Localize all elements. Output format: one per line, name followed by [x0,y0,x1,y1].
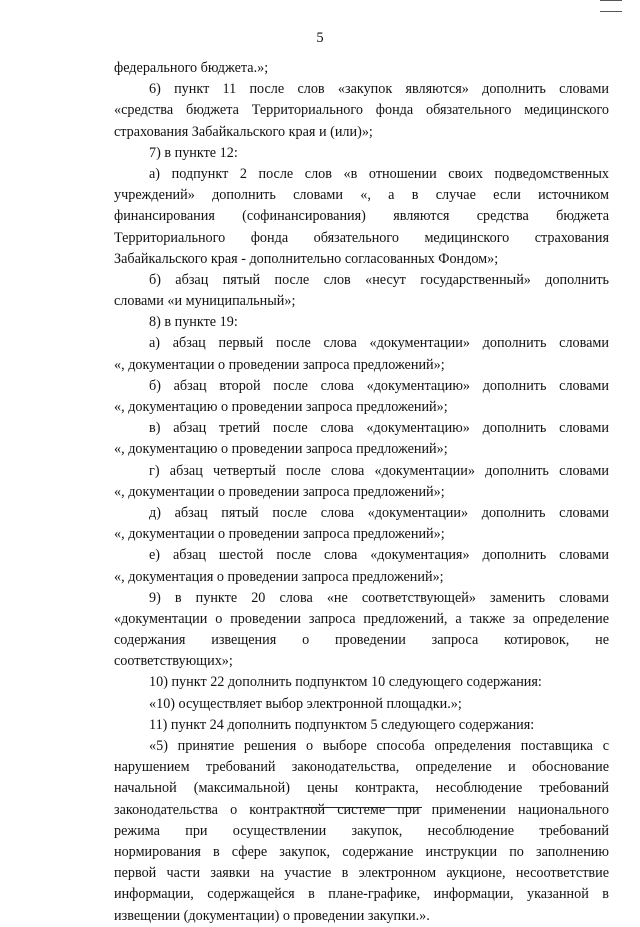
text-line: г) абзац четвертый после слова «документации» дополнить словами [149,462,609,479]
text-line: начальной (максимальной) цены контракта, несоблюдение требований [114,780,609,797]
text-line: страхования Забайкальского края и (или)»; [114,123,373,140]
text-line: 6) пункт 11 после слов «закупок являются» дополнить словами [149,81,609,98]
text-line: а) подпункт 2 после слов «в отношении своих подведомственных [149,165,609,182]
text-line: Забайкальского края - дополнительно согласованных Фондом»; [114,250,499,267]
text-line: в) абзац третий после слова «документацию» дополнить словами [149,420,609,437]
text-line: б) абзац пятый после слов «несут государственный» дополнить [149,271,609,288]
text-line: нарушением требований законодательства, определение и обоснование [114,759,609,776]
text-line: законодательства о контрактной системе при применении национального [114,801,609,818]
text-line: извещении (документации) о проведении закупки.». [114,907,430,924]
text-line: 7) в пункте 12: [149,144,238,161]
text-line: первой части заявки на участие в электронном аукционе, несоответствие [114,865,609,882]
text-line: 10) пункт 22 дополнить подпунктом 10 следующего содержания: [149,674,542,691]
text-line: словами «и муниципальный»; [114,293,296,310]
text-line: 9) в пункте 20 слова «не соответствующей» заменить словами [149,589,609,606]
text-line: информации, содержащейся в плане-графике, информации, указанной в [114,886,609,903]
text-line: финансирования (софинансирования) являются средства бюджета [114,208,609,225]
text-line: «10) осуществляет выбор электронной площадки.»; [149,695,462,712]
text-line: «, документацию о проведении запроса предложений»; [114,399,448,415]
text-line: нормирования в сфере закупок, содержание инструкции по заполнению [114,843,609,860]
text-line: «, документацию о проведении запроса предложений»; [114,441,448,458]
text-line: «документации о проведении запроса предложений, а также за определение [114,610,609,627]
text-line: «, документации о проведении запроса предложений»; [114,526,445,543]
corner-mark [600,0,622,12]
text-line: учреждений» дополнить словами «, а в случае если источником [114,187,609,204]
text-line: содержания извещения о проведении запроса котировок, не [114,632,609,649]
page-number: 5 [316,30,324,46]
text-line: 11) пункт 24 дополнить подпунктом 5 следующего содержания: [149,716,535,733]
text-line: соответствующих»; [114,653,233,670]
text-line: а) абзац первый после слова «документации» дополнить словами [149,335,609,352]
text-line: д) абзац пятый после слова «документации» дополнить словами [149,504,609,521]
document-body [114,58,609,927]
text-line: 8) в пункте 19: [149,314,238,331]
text-line: «, документация о проведении запроса предложений»; [114,568,444,585]
text-line: б) абзац второй после слова «документацию» дополнить словами [149,377,609,394]
text-line: «средства бюджета Территориального фонда обязательного медицинского [114,102,609,119]
text-line: «, документации о проведении запроса предложений»; [114,483,445,500]
text-line: федерального бюджета.»; [114,60,269,76]
text-line: режима при осуществлении закупок, несоблюдение требований [114,822,609,839]
text-line: «, документации о проведении запроса предложений»; [114,356,445,373]
text-line: «5) принятие решения о выборе способа определения поставщика с [149,738,609,754]
text-line: Территориального фонда обязательного медицинского страхования [114,229,609,246]
end-divider-line [304,807,422,808]
text-line: е) абзац шестой после слова «документация» дополнить словами [149,547,609,564]
